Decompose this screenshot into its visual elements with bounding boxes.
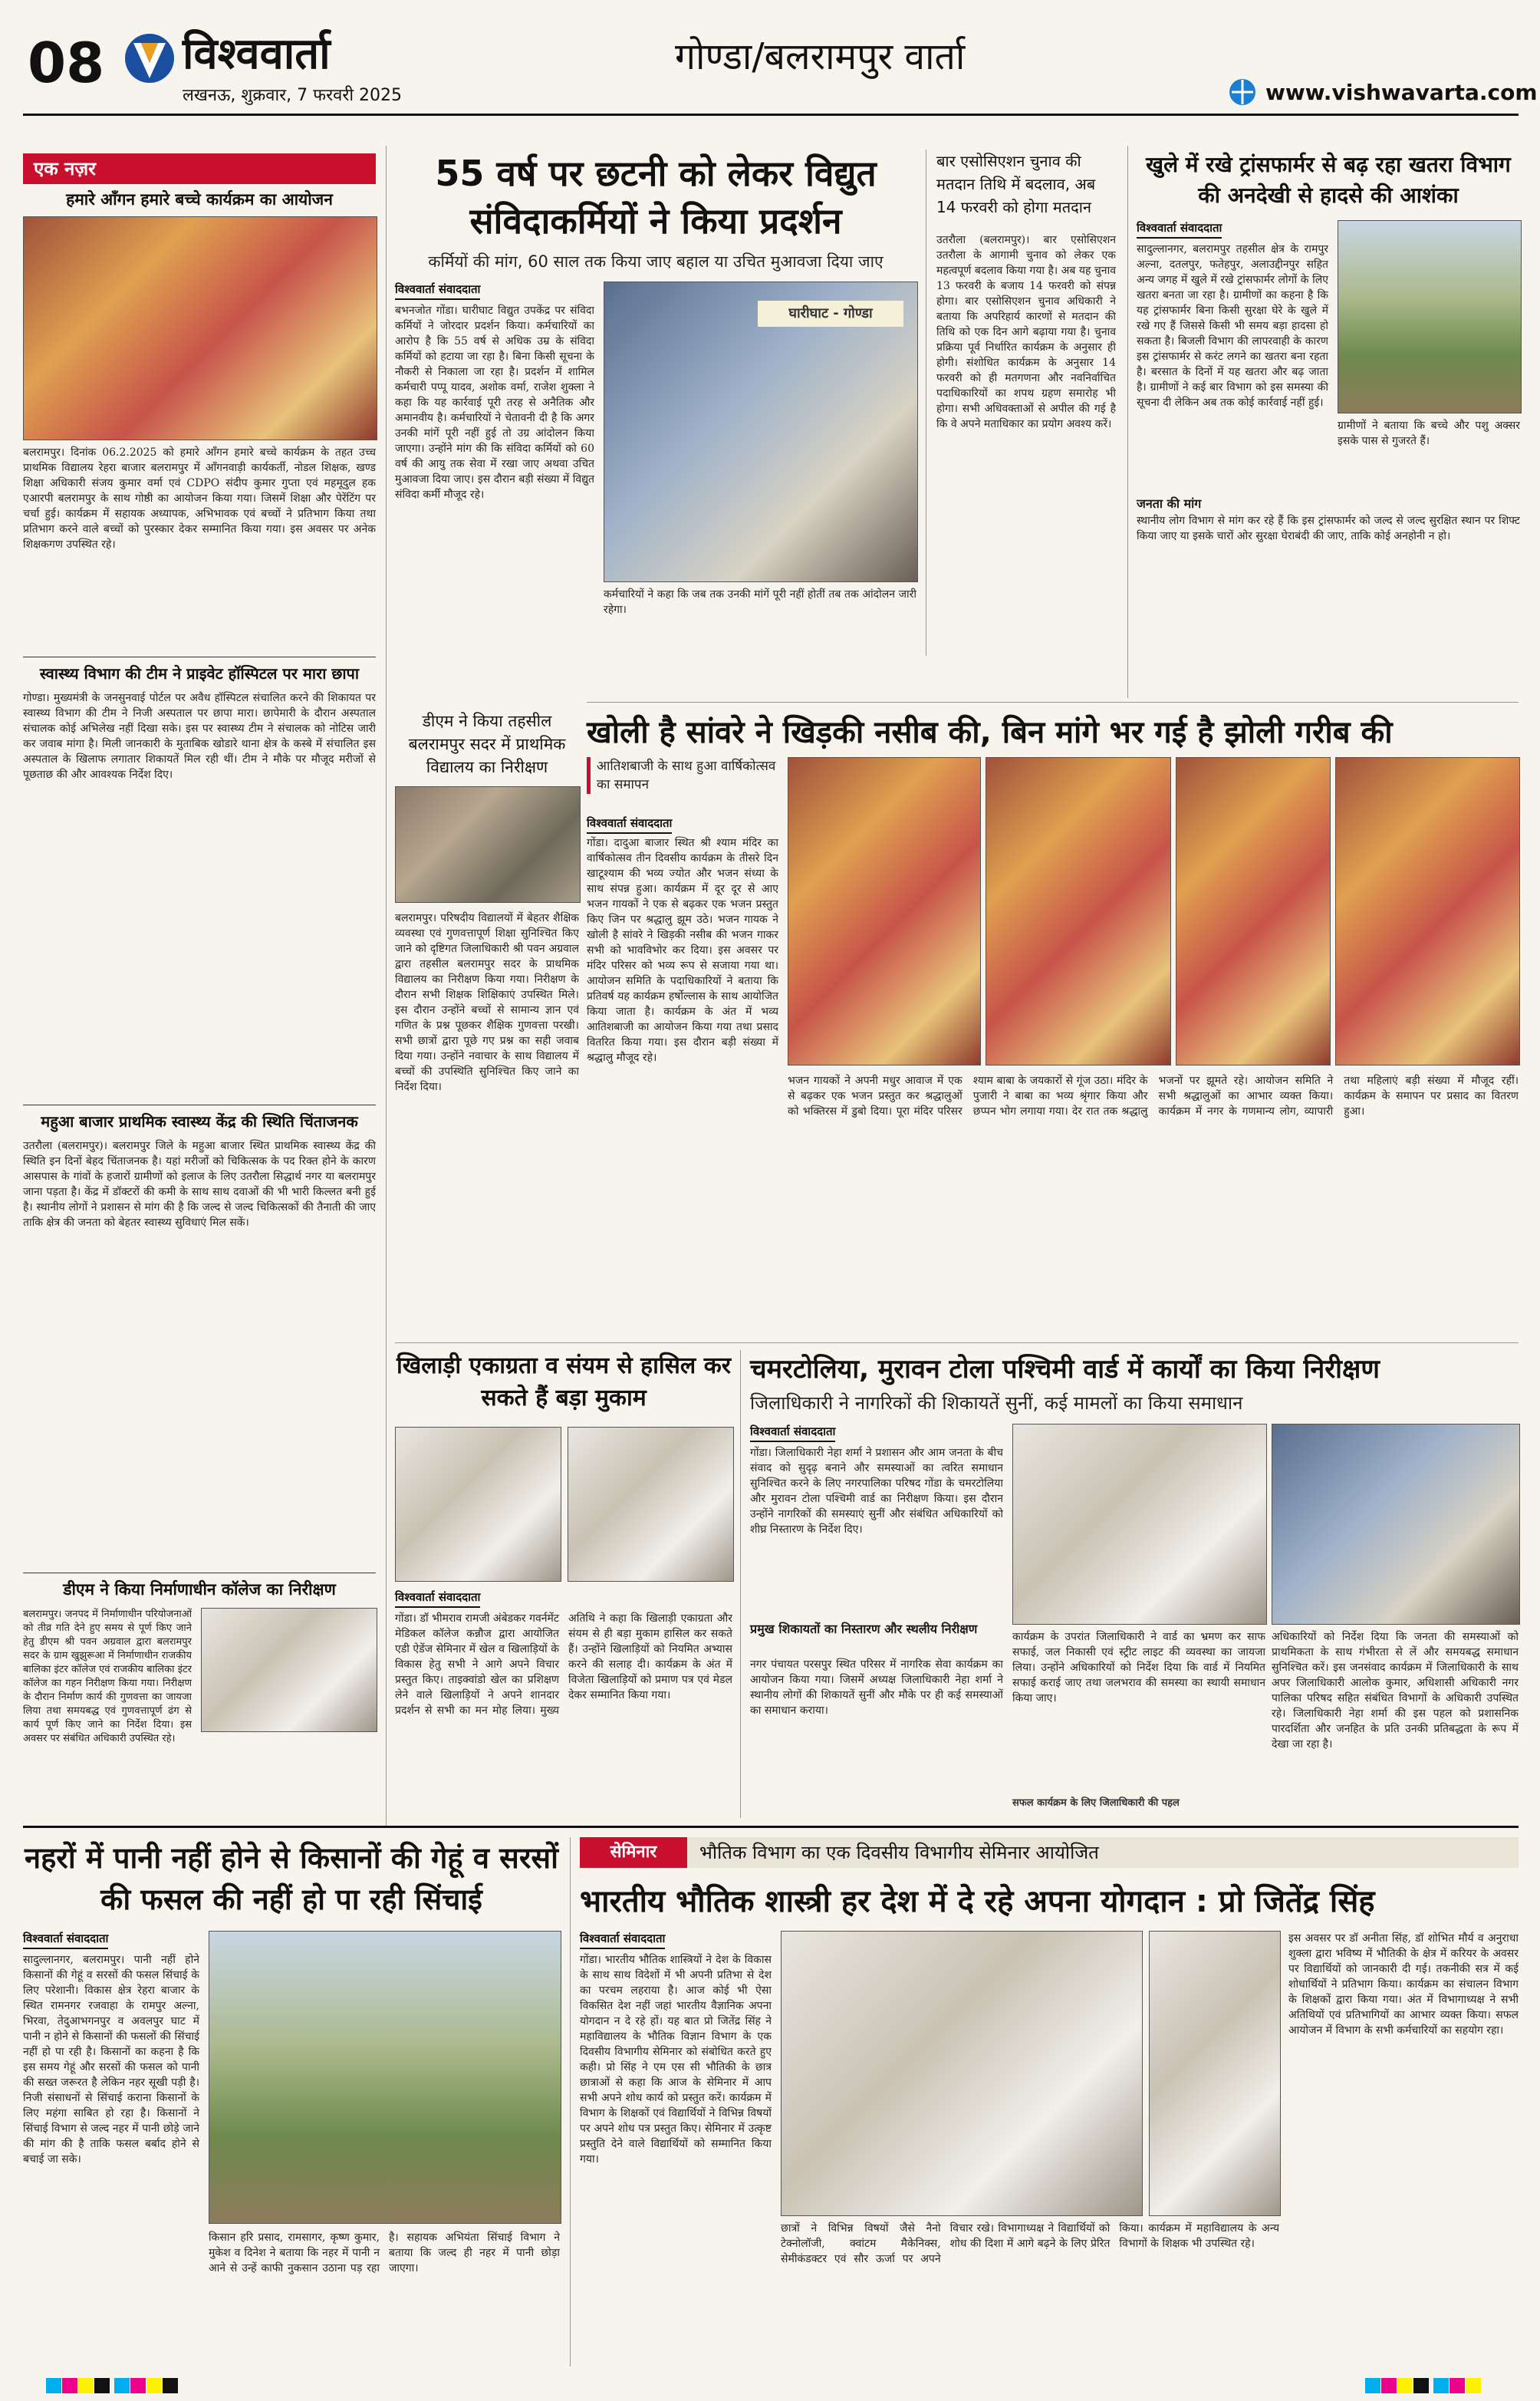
ek-nazar-column: [23, 153, 376, 1818]
irrigation-headline: नहरों में पानी नहीं होने से किसानों की गेहूं व सरसों की फसल की नहीं हो पा रही सिंचाई: [25, 1841, 558, 1916]
sports-photo-1: [395, 1427, 561, 1582]
story-body: गोण्डा। मुख्यमंत्री के जनसुनवाई पोर्टल पर अवैध हॉस्पिटल संचालित करने की शिकायत पर स्वास्थ्य विभाग की टीम ने निजी अस्पताल पर छापा मारा। छापेमारी के दौरान अस्पताल संचालक कोई अभिलेख नहीं दिखा सके। इस पर स्वास्थ्य टीम ने संचालक को नोटिस जारी कर जवाब मांगा है। मिली जानकारी के मुताबिक खोडारे थाना क्षेत्र के कस्बे में संचालित इस अस्पताल के खिलाफ लगातार शिकायतें मिल रही थीं। टीम ने मौके पर मौजूद मरीजों से पूछताछ की और आवश्यक निर्देश दिए।: [23, 692, 376, 781]
sports-story: [395, 1350, 732, 1826]
shyam-story: [587, 710, 1519, 1339]
shyam-headline: खोली है सांवरे ने खिड़की नसीब की, बिन मांगे भर गई है झोली गरीब की: [587, 715, 1393, 750]
chamartoliya-right-body: अधिकारियों को निर्देश दिया कि जनता की समस्याओं को प्राथमिकता के साथ गंभीरता से लें और समयबद्ध समाधान सुनिश्चित करें। इस जनसंवाद कार्यक्रम में जिलाधिकारी के साथ अपर जिलाधिकारी आलोक कुमार, अधिशासी अधिकारी नगर पालिका परिषद सहित संबंधित विभागों के अधिकारी उपस्थित रहे। जिलाधिकारी नेहा शर्मा की इस पहल को प्रशासनिक पारदर्शिता और जनहित के प्रति उनकी प्रतिबद्धता के रूप में देखा जा रहा है।: [1272, 1631, 1519, 1751]
page-number: 08: [28, 31, 105, 95]
school-photo: [395, 786, 581, 903]
transformer-photo: [1338, 220, 1522, 413]
dm-public-photo: [1012, 1424, 1267, 1625]
byline: विश्ववार्ता संवाददाता: [587, 815, 672, 834]
sports-headline: खिलाड़ी एकाग्रता व संयम से हासिल कर सकते हैं बड़ा मुकाम: [396, 1352, 732, 1411]
bhajan-photo-2: [986, 757, 1171, 1065]
story-headline: डीएम ने किया निर्माणाधीन कॉलेज का निरीक्षण: [63, 1580, 336, 1599]
website-link[interactable]: www.vishwavarta.com: [1265, 80, 1538, 105]
bhajan-photo-4: [1335, 757, 1520, 1065]
story-headline: हमारे आँगन हमारे बच्चे कार्यक्रम का आयोजन: [66, 190, 333, 209]
bhajan-photo-3: [1176, 757, 1331, 1065]
masthead: [0, 0, 1540, 115]
seminar-body-cont: छात्रों ने विभिन्न विषयों जैसे नैनो टेक्नोलॉजी, क्वांटम मैकेनिक्स, सेमीकंडक्टर एवं सौर ऊर्जा पर अपने विचार रखे। विभागाध्यक्ष ने विद्यार्थियों को शोध की दिशा में आगे बढ़ने के लिए प्रेरित किया। कार्यक्रम में महाविद्यालय के अन्य विभागों के शिक्षक भी उपस्थित रहे।: [781, 2222, 1279, 2265]
seminar-body: गोंडा। भारतीय भौतिक शास्त्रियों ने देश के विकास के साथ साथ विदेशों में भी अपनी प्रतिभा से देश का परचम लहराया है। आज कोई भी ऐसा विकसित देश नहीं जहां भारतीय वैज्ञानिक अपना योगदान न दे रहे हों। यह बात प्रो जितेंद्र सिंह ने महाविद्यालय के भौतिक विज्ञान विभाग के एक दिवसीय विभागीय सेमिनार को संबोधित करते हुए कही। प्रो सिंह ने एम एस सी भौतिकी के छात्र छात्राओं से कहा कि आज के सेमिनार में आप सभी अपने शोध कार्य को प्रस्तुत करें। कार्यक्रम में विभाग के शिक्षकों एवं विद्यार्थियों ने विभिन्न विषयों पर अपने शोध पत्र प्रस्तुत किए। सेमिनार में उत्कृष्ट प्रस्तुति देने वाले विद्यार्थियों को सम्मानित किया गया।: [580, 1954, 772, 2166]
seminar-hall-photo: [781, 1931, 1143, 2216]
story-body: बलरामपुर। जनपद में निर्माणाधीन परियोजनाओं को तीव्र गति देने हुए समय से पूर्ण किए जाने हेतु डीएम श्री पवन अग्रवाल द्वारा बलरामपुर सदर के ग्राम खुझुरूआ में निर्माणाधीन राजकीय बालिका इंटर कॉलेज एवं राजकीय बालिका इंटर कॉलेज का गहन निरीक्षण किया गया। निरीक्षण के दौरान निर्माण कार्य की गुणवत्ता का जायजा लिया तथा समयबद्ध एवं गुणवत्तापूर्ण ढंग से कार्य पूर्ण किए जाने का निर्देश दिया। इस अवसर पर संबंधित अधिकारी उपस्थित रहे।: [23, 1609, 192, 1744]
irrigation-body: सादुल्लानगर, बलरामपुर। पानी नहीं होने किसानों की गेहूं व सरसों की फसल सिंचाई के लिए परेशानी। विकास क्षेत्र रेहरा बाजार के स्थित रामनगर रजवाहा के रामपुर अल्ना, भिरवा, तेदुआभगनपुर व अवलपुर घाट में पानी न होने से किसानों की फसलों की सिंचाई नहीं हो पा रही है। किसानों का कहना है कि इस समय गेहूं और सरसों की फसल को पानी की सख्त जरूरत है लेकिन नहर सूखी पड़ी है। निजी संसाधनों से सिंचाई कराना किसानों के लिए महंगा साबित हो रहा है। किसानों ने सिंचाई विभाग से जल्द नहर में पानी छोड़े जाने की मांग की है ताकि फसल बर्बाद होने से बचाई जा सके।: [23, 1954, 199, 2166]
dateline: लखनऊ, शुक्रवार, 7 फरवरी 2025: [183, 86, 403, 105]
brand-logo-icon: [123, 28, 176, 89]
seminar-headline: भारतीय भौतिक शास्त्री हर देश में दे रहे अपना योगदान : प्रो जितेंद्र सिंह: [580, 1884, 1375, 1919]
irrigation-body-cont: किसान हरि प्रसाद, रामसागर, कृष्ण कुमार, मुकेश व दिनेश ने बताया कि नहर में पानी न आने से उन्हें काफी नुकसान उठाना पड़ रहा है। सहायक अभियंता सिंचाई विभाग ने बताया कि जल्द ही नहर में पानी छोड़ा जाएगा।: [209, 2231, 560, 2274]
chamartoliya-sub-body: नगर पंचायत परसपुर स्थित परिसर में नागरिक सेवा कार्यक्रम का आयोजन किया गया। जिसमें अध्यक्ष जिलाधिकारी नेहा शर्मा ने स्थानीय लोगों की शिकायतें सुनीं और मौके पर ही कई समस्याओं का समाधान कराया।: [750, 1658, 1003, 1717]
byline: विश्ववार्ता संवाददाता: [395, 282, 480, 300]
chamartoliya-subhead: जिलाधिकारी ने नागरिकों की शिकायतें सुनीं, कई मामलों का किया समाधान: [750, 1392, 1243, 1414]
seminar-story: [580, 1837, 1519, 2366]
ek-nazar-label: एक नज़र: [23, 153, 376, 184]
chamartoliya-subhead-2: प्रमुख शिकायतों का निस्तारण और स्थलीय निरीक्षण: [750, 1622, 978, 1636]
chamartoliya-story: [750, 1350, 1519, 1826]
kids-event-photo: [23, 216, 377, 440]
dm-school-body: बलरामपुर। परिषदीय विद्यालयों में बेहतर शैक्षिक व्यवस्था एवं गुणवत्तापूर्ण शिक्षा सुनिश्चित किए जाने को दृष्टिगत जिलाधिकारी श्री पवन अग्रवाल द्वारा तहसील बलरामपुर सदर के प्राथमिक विद्यालय का निरीक्षण किया गया। निरीक्षण के दौरान सभी शिक्षक शिक्षिकाएं उपस्थित मिले। इस दौरान उन्होंने बच्चों से सामान्य ज्ञान एवं गणित के प्रश्न पूछकर शैक्षिक गुणवत्ता परखी। सभी छात्रों द्वारा पूछे गए प्रश्न का सही जवाब दिया गया। उन्होंने नवाचार के साथ विद्यालय में बच्चों की उपस्थिति सुनिश्चित किए जाने का निर्देश दिया।: [395, 912, 579, 1093]
transformer-body-cont: ग्रामीणों ने बताया कि बच्चे और पशु अक्सर इसके पास से गुजरते हैं।: [1338, 420, 1520, 447]
sports-body: गोंडा। डॉ भीमराव रामजी अंबेडकर गवर्नमेंट मेडिकल कॉलेज कन्नौज द्वारा आयोजित एडी ऐडेंज सेमिनार में खेल व खिलाड़ियों के विकास हेतु सभी ने आगे अपने विचार प्रस्तुत किए। ताइक्वांडो खेल का प्रशिक्षण लेने वाले खिलाड़ियों ने अपने शानदार प्रदर्शन से सभी का मन मोह लिया। मुख्य अतिथि ने कहा कि खिलाड़ी एकाग्रता और संयम से ही बड़ा मुकाम हासिल कर सकते हैं। उन्होंने खिलाड़ियों को नियमित अभ्यास करने की सलाह दी। कार्यक्रम के अंत में विजेता खिलाड़ियों को प्रमाण पत्र एवं मेडल देकर सम्मानित किया गया।: [395, 1612, 732, 1717]
story-body: बलरामपुर। दिनांक 06.2.2025 को हमारे आँगन हमारे बच्चे कार्यक्रम के तहत उच्च प्राथमिक विद्यालय रेहरा बाजार बलरामपुर में आँगनवाड़ी कार्यकर्ती, नोडल शिक्षक, खण्ड शिक्षा अधिकारी संजय कुमार वर्मा एवं CDPO संदीप कुमार गुप्ता एवं महमूदुल हक एआरपी बलरामपुर के साथ गोष्ठी का आयोजन किया गया। जिसमें शिक्षा और पेरेंटिंग पर चर्चा हुई। कार्यक्रम में सहायक अध्यापक, अभिभावक एवं बच्चों ने प्रतिभाग किया तथा प्रतिभाग करने वाले बच्चों को पुरस्कार देकर सम्मानित किया गया। इस अवसर पर अनेक शिक्षकगण उपस्थित रहे।: [23, 446, 376, 551]
print-color-bar: [46, 2378, 179, 2396]
story-headline: स्वास्थ्य विभाग की टीम ने प्राइवेट हॉस्पिटल पर मारा छापा: [39, 664, 360, 683]
college-photo: [201, 1608, 377, 1732]
bhajan-photo-1: [788, 757, 981, 1065]
sports-photo-2: [568, 1427, 734, 1582]
story-body: उतरौला (बलरामपुर)। बलरामपुर जिले के महुआ बाजार स्थित प्राथमिक स्वास्थ्य केंद्र की स्थिति इन दिनों बेहद चिंताजनक है। यहां मरीजों को चिकित्सक के पद रिक्त होने के कारण आसपास के गांवों के हजारों ग्रामीणों को इलाज के लिए उतरौला सिद्धार्थ नगर या बलरामपुर जाना पड़ता है। केंद्र में डॉक्टरों की कमी के साथ साथ दवाओं की भी भारी किल्लत बनी हुई है। स्थानीय लोगों ने प्रशासन से मांग की है कि जल्द से जल्द चिकित्सकों की तैनाती की जाए ताकि क्षेत्र की जनता को बेहतर स्वास्थ्य सुविधाएं मिल सकें।: [23, 1140, 376, 1229]
transformer-sub-body: स्थानीय लोग विभाग से मांग कर रहे हैं कि इस ट्रांसफार्मर को जल्द से जल्द सुरक्षित स्थान पर शिफ्ट किया जाए या इसके चारों ओर सुरक्षा घेराबंदी की जाए, ताकि कोई अनहोनी न हो।: [1137, 515, 1520, 542]
irrigation-story: [23, 1837, 560, 2366]
canal-photo: [209, 1931, 561, 2224]
lead-body-cont: कर्मचारियों ने कहा कि जब तक उनकी मांगें पूरी नहीं होतीं तब तक आंदोलन जारी रहेगा।: [604, 588, 916, 616]
byline: विश्ववार्ता संवाददाता: [1137, 220, 1222, 239]
shyam-kicker: आतिशबाजी के साथ हुआ वार्षिकोत्सव का समापन: [587, 757, 778, 794]
web-globe-icon: [1227, 77, 1258, 107]
seminar-right-body: इस अवसर पर डॉ अनीता सिंह, डॉ शोभित मौर्य व अनुराधा शुक्ला द्वारा भविष्य में भौतिकी के क्षेत्र में करियर के अवसर पर विद्यार्थियों को जानकारी दी गई। तकनीकी सत्र में कई शोधार्थियों ने प्रतिभाग किया। कार्यक्रम का संचालन विभाग के शिक्षकों द्वारा किया गया। अंत में विभागाध्यक्ष ने सभी अतिथियों एवं प्रतिभागियों का आभार व्यक्त किया। सफल आयोजन में विभाग के सभी कर्मचारियों का सहयोग रहा।: [1288, 1932, 1519, 2037]
lead-story: [395, 150, 1116, 710]
photo-sign-text: घारीघाट - गोण्डा: [758, 301, 903, 327]
seminar-speaker-photo: [1149, 1931, 1281, 2216]
byline: विश्ववार्ता संवाददाता: [750, 1424, 835, 1442]
lead-body: बभनजोत गोंडा। घारीघाट विद्युत उपकेंद्र पर संविदा कर्मियों ने जोरदार प्रदर्शन किया। कर्मचारियों का आरोप है कि 55 वर्ष से अधिक उम्र के संविदा कर्मियों को हटाया जा रहा है। बिना किसी सूचना के नौकरी से निकाला जा रहा है। प्रदर्शन में शामिल कर्मचारी पप्पू यादव, अशोक वर्मा, राजेश शुक्ला ने कहा कि यह कार्रवाई पूरी तरह से अनैतिक और अमानवीय है। कर्मचारियों ने चेतावनी दी है कि अगर उनकी मांगें पूरी नहीं हुई तो उग्र आंदोलन किया जाएगा। उन्होंने मांग की कि संविदा कर्मियों को 60 वर्ष की आयु तक सेवा में रखा जाए अथवा उचित मुआवजा दिया जाए। इस दौरान बड़ी संख्या में विद्युत संविदा कर्मी मौजूद रहे।: [395, 305, 594, 501]
print-color-bar: [1365, 2378, 1482, 2396]
shyam-body: गोंडा। दादुआ बाजार स्थित श्री श्याम मंदिर का वार्षिकोत्सव तीन दिवसीय कार्यक्रम के तीसरे दिन खाटूश्याम की भव्य ज्योत और भजन संध्या के साथ संपन्न हुआ। कार्यक्रम में दूर दूर से आए भजन गायकों ने एक से बढ़कर एक भजन प्रस्तुत किए जिन पर श्रद्धालु झूम उठे। भजन गायक ने खोली है सांवरे ने खिड़की नसीब की भजन गाकर सभी को भावविभोर कर दिया। इस अवसर पर मंदिर परिसर को भव्य रूप से सजाया गया था। आयोजन समिति के पदाधिकारियों ने बताया कि प्रतिवर्ष यह कार्यक्रम हर्षोल्लास के साथ आयोजित किया जाता है। कार्यक्रम के अंत में भव्य आतिशबाजी का आयोजन किया गया तथा प्रसाद वितरित किया गया। इस दौरान बड़ी संख्या में श्रद्धालु मौजूद रहे।: [587, 837, 778, 1064]
bar-body: उतरौला (बलरामपुर)। बार एसोसिएशन उतरौला के आगामी चुनाव को लेकर एक महत्वपूर्ण बदलाव किया गया है। अब यह चुनाव 13 फरवरी के बजाय 14 फरवरी को संपन्न होगा। बार एसोसिएशन चुनाव अधिकारी ने बताया कि अपरिहार्य कारणों से मतदान की तिथि को एक दिन आगे बढ़ाया गया है। चुनाव प्रक्रिया पूर्व निर्धारित कार्यक्रम के अनुसार ही होगी। संशोधित कार्यक्रम के अनुसार 14 फरवरी को ही मतगणना और नवनिर्वाचित पदाधिकारियों का शपथ ग्रहण समारोह भी होगा। सभी अधिवक्ताओं से अपील की गई है कि वे अपने मताधिकार का प्रयोग अवश्य करें।: [936, 234, 1116, 430]
lead-headline: 55 वर्ष पर छटनी को लेकर विद्युत संविदाकर्मियों ने किया प्रदर्शन: [435, 153, 877, 242]
seminar-strap: भौतिक विभाग का एक दिवसीय विभागीय सेमिनार आयोजित: [687, 1837, 1519, 1868]
chamartoliya-mid-body: कार्यक्रम के उपरांत जिलाधिकारी ने वार्ड का भ्रमण कर साफ सफाई, जल निकासी एवं स्ट्रीट लाइट की व्यवस्था का जायजा लिया। उन्होंने अधिकारियों को निर्देश दिया कि वार्ड में नियमित सफाई कराई जाए तथा जलभराव की समस्या का स्थायी समाधान किया जाए।: [1012, 1631, 1265, 1704]
byline: विश्ववार्ता संवाददाता: [580, 1931, 665, 1949]
brand-name: विश्ववार्ता: [183, 29, 331, 79]
dm-school-story: [395, 710, 579, 1108]
dm-school-headline: डीएम ने किया तहसील बलरामपुर सदर में प्राथमिक विद्यालय का निरीक्षण: [408, 712, 566, 776]
shyam-body-cont: भजन गायकों ने अपनी मधुर आवाज में एक से बढ़कर एक भजन प्रस्तुत कर श्रद्धालुओं को भक्तिरस में डुबो दिया। पूरा मंदिर परिसर श्याम बाबा के जयकारों से गूंज उठा। मंदिर के पुजारी ने बाबा का भव्य श्रृंगार किया और छप्पन भोग लगाया गया। देर रात तक श्रद्धालु भजनों पर झूमते रहे। आयोजन समिति ने सभी श्रद्धालुओं का आभार व्यक्त किया। कार्यक्रम में नगर के गणमान्य लोग, व्यापारी तथा महिलाएं बड़ी संख्या में मौजूद रहीं। कार्यक्रम के समापन पर प्रसाद का वितरण हुआ।: [788, 1075, 1519, 1118]
byline: विश्ववार्ता संवाददाता: [395, 1589, 480, 1608]
photo-caption: सफल कार्यक्रम के लिए जिलाधिकारी की पहल: [1012, 1797, 1180, 1809]
chamartoliya-body: गोंडा। जिलाधिकारी नेहा शर्मा ने प्रशासन और आम जनता के बीच संवाद को सुदृढ़ बनाने और समस्याओं का त्वरित समाधान सुनिश्चित करने के लिए नगरपालिका परिषद गोंडा के चमरटोलिया और मुरावन टोला पश्चिमी वार्ड का निरीक्षण किया। इस दौरान उन्होंने नागरिकों की समस्याएं सुनीं और संबंधित अधिकारियों को शीघ्र निस्तारण के निर्देश दिए।: [750, 1447, 1003, 1536]
chamartoliya-headline: चमरटोलिया, मुरावन टोला पश्चिमी वार्ड में कार्यों का किया निरीक्षण: [750, 1354, 1380, 1385]
transformer-headline: खुले में रखे ट्रांसफार्मर से बढ़ रहा खतरा विभाग की अनदेखी से हादसे की आशंका: [1146, 152, 1511, 208]
story-headline: महुआ बाजार प्राथमिक स्वास्थ्य केंद्र की स्थिति चिंताजनक: [41, 1112, 358, 1131]
bar-headline: बार एसोसिएशन चुनाव की मतदान तिथि में बदलाव, अब 14 फरवरी को होगा मतदान: [936, 152, 1096, 216]
byline: विश्ववार्ता संवाददाता: [23, 1931, 108, 1949]
seminar-tag: सेमिनार: [580, 1837, 687, 1868]
transformer-body: सादुल्लानगर, बलरामपुर तहसील क्षेत्र के रामपुर अल्ना, दतलपुर, फतेहपुर, अलाउद्दीनपुर सहित अन्य जगह में खुले में रखे ट्रांसफार्मर लोगों के लिए खतरा बनता जा रहा है। ग्रामीणों का कहना है कि यह ट्रांसफार्मर बिना किसी सुरक्षा घेरे के खुले में रखे गए हैं जिससे किसी भी समय बड़ा हादसा हो सकता है। बिजली विभाग की लापरवाही के कारण इस ट्रांसफार्मर से करंट लगने का खतरा बना रहता है। बरसात के दिनों में यह खतरा और बढ़ जाता है। ग्रामीणों ने कई बार विभाग को इस समस्या की सूचना दी लेकिन अब तक कोई कार्रवाई नहीं हुई।: [1137, 243, 1328, 409]
protest-photo: [604, 282, 918, 582]
section-title: गोण्डा/बलरामपुर वार्ता: [675, 35, 966, 78]
dm-inspection-photo: [1272, 1424, 1520, 1625]
transformer-story: [1137, 150, 1520, 702]
lead-subhead: कर्मियों की मांग, 60 साल तक किया जाए बहाल या उचित मुआवजा दिया जाए: [428, 252, 884, 271]
transformer-subhead: जनता की मांग: [1137, 496, 1202, 511]
